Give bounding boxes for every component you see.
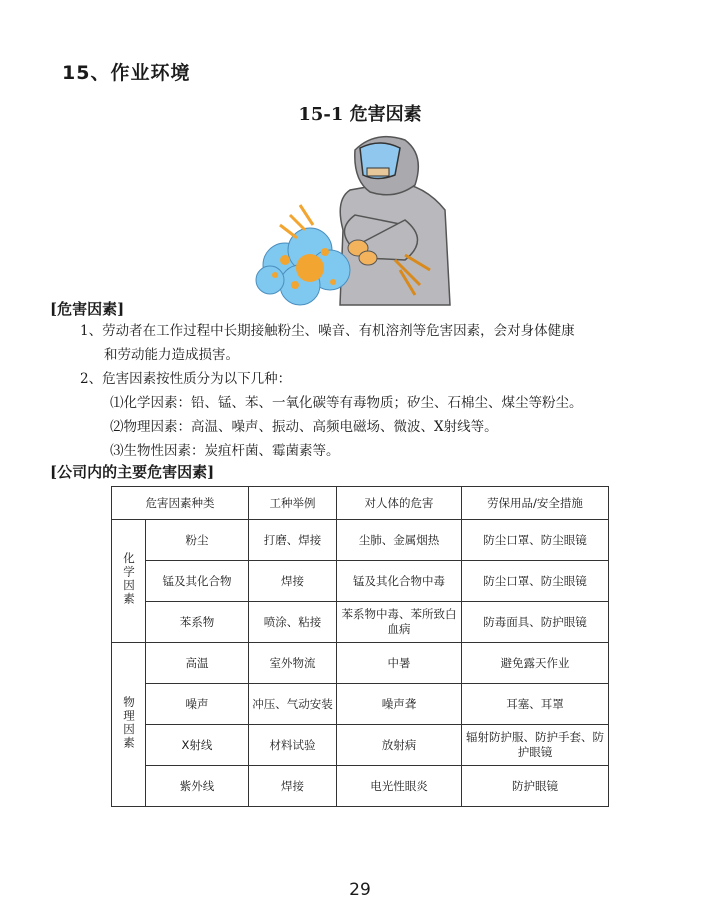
section-title-company-hazards: [公司内的主要危害因素] — [50, 463, 215, 481]
cell-job: 焊接 — [249, 561, 337, 602]
sub-item-chemical: ⑴化学因素：铅、锰、苯、一氧化碳等有毒物质；矽尘、石棉尘、煤尘等粉尘。 — [110, 395, 583, 411]
cell-effect: 尘肺、金属烟热 — [337, 520, 462, 561]
cell-protection: 耳塞、耳罩 — [462, 684, 609, 725]
header-protection: 劳保用品/安全措施 — [462, 487, 609, 520]
cell-protection: 防尘口罩、防尘眼镜 — [462, 520, 609, 561]
sub-item-biological: ⑶生物性因素：炭疽杆菌、霉菌素等。 — [110, 443, 340, 459]
cell-hazard: 高温 — [146, 643, 249, 684]
cell-protection: 防毒面具、防护眼镜 — [462, 602, 609, 643]
cell-job: 焊接 — [249, 766, 337, 807]
cell-effect: 电光性眼炎 — [337, 766, 462, 807]
cell-protection: 辐射防护服、防护手套、防护眼镜 — [462, 725, 609, 766]
welder-worker-illustration — [255, 130, 455, 310]
cell-effect: 锰及其化合物中毒 — [337, 561, 462, 602]
page-number: 29 — [349, 880, 371, 900]
cell-effect: 放射病 — [337, 725, 462, 766]
section-subheading: 15-1 危害因素 — [298, 104, 422, 125]
cell-job: 喷涂、粘接 — [249, 602, 337, 643]
group-chemical-label: 化学因素 — [122, 552, 136, 606]
item-1-line-2: 和劳动能力造成损害。 — [104, 347, 239, 363]
group-physical — [112, 643, 146, 807]
cell-hazard: X射线 — [146, 725, 249, 766]
item-2: 2、危害因素按性质分为以下几种： — [80, 371, 292, 387]
cell-hazard: 粉尘 — [146, 520, 249, 561]
group-chemical — [112, 520, 146, 643]
cell-hazard: 紫外线 — [146, 766, 249, 807]
section-title-hazards: [危害因素] — [50, 300, 125, 318]
header-health-effect: 对人体的危害 — [337, 487, 462, 520]
cell-protection: 防护眼镜 — [462, 766, 609, 807]
item-1-line-1: 1、劳动者在工作过程中长期接触粉尘、噪音、有机溶剂等危害因素，会对身体健康 — [80, 323, 575, 339]
cell-protection: 防尘口罩、防尘眼镜 — [462, 561, 609, 602]
table-row — [112, 643, 609, 684]
header-hazard-type: 危害因素种类 — [112, 487, 249, 520]
cell-effect: 噪声聋 — [337, 684, 462, 725]
cell-job: 室外物流 — [249, 643, 337, 684]
cell-hazard: 锰及其化合物 — [146, 561, 249, 602]
cell-hazard: 苯系物 — [146, 602, 249, 643]
hazards-table — [111, 486, 609, 807]
table-row — [112, 561, 609, 602]
cell-hazard: 噪声 — [146, 684, 249, 725]
header-job-example: 工种举例 — [249, 487, 337, 520]
table-row — [112, 684, 609, 725]
table-row — [112, 520, 609, 561]
table-header-row — [112, 487, 609, 520]
cell-job: 打磨、焊接 — [249, 520, 337, 561]
page-heading: 15、作业环境 — [62, 62, 191, 84]
cell-effect: 苯系物中毒、苯所致白血病 — [337, 602, 462, 643]
cell-job: 冲压、气动安装 — [249, 684, 337, 725]
cell-effect: 中暑 — [337, 643, 462, 684]
cell-job: 材料试验 — [249, 725, 337, 766]
group-physical-label: 物理因素 — [122, 695, 136, 750]
sub-item-physical: ⑵物理因素：高温、噪声、振动、高频电磁场、微波、X射线等。 — [110, 419, 498, 435]
table-row — [112, 725, 609, 766]
table-row — [112, 766, 609, 807]
cell-protection: 避免露天作业 — [462, 643, 609, 684]
table-row — [112, 602, 609, 643]
